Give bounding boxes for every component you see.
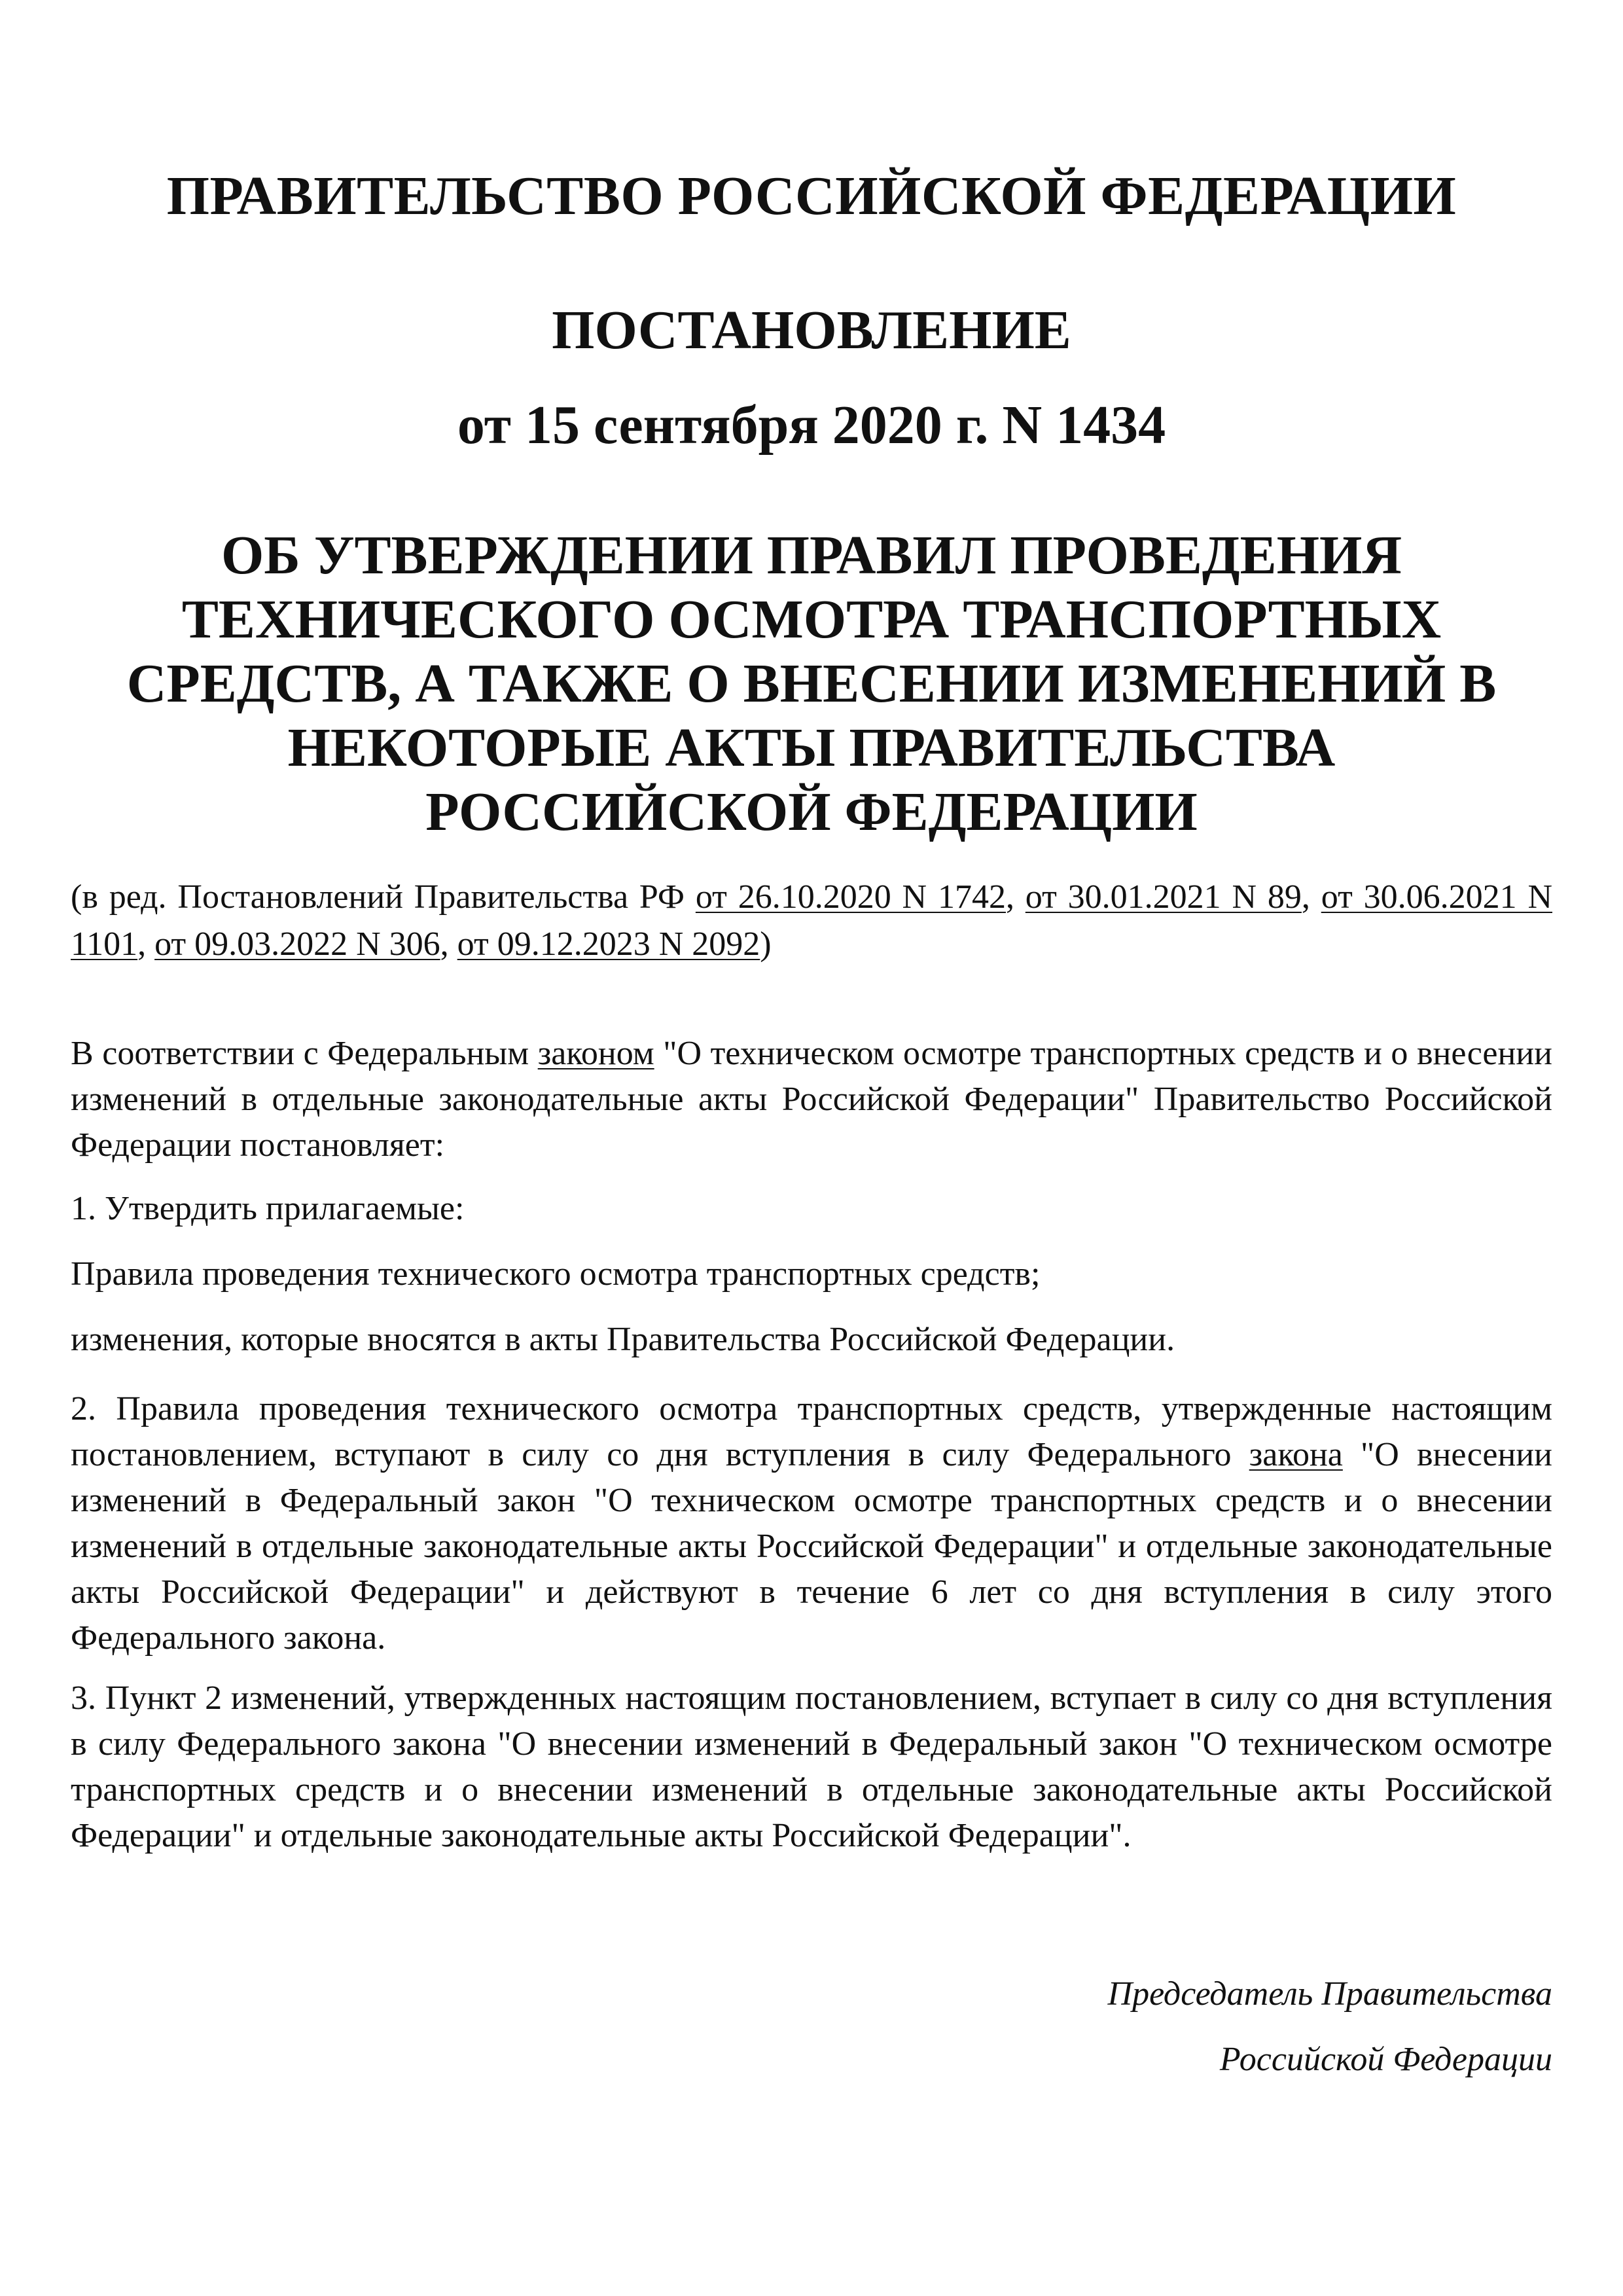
amendment-link-1742[interactable]: от 26.10.2020 N 1742 xyxy=(695,878,1006,916)
preamble-paragraph xyxy=(71,1031,1552,1168)
amendments-separator: , xyxy=(1005,878,1026,916)
title-line: СРЕДСТВ, А ТАКЖЕ О ВНЕСЕНИИ ИЗМЕНЕНИЙ В xyxy=(126,653,1497,714)
government-heading: ПРАВИТЕЛЬСТВО РОССИЙСКОЙ ФЕДЕРАЦИИ xyxy=(166,166,1457,226)
item-2-text-start: 2. Правила проведения технического осмотра транспортных средств, утвержденные настоящим постановлением, вступают в силу со дня вступления в силу Федерального xyxy=(71,1390,1552,1473)
item-1-amendments: изменения, которые вносятся в акты Правительства Российской Федерации. xyxy=(71,1321,1175,1358)
amendment-link-1101[interactable]: от 30.06.2021 N 1101 xyxy=(71,878,1553,963)
amendment-link-2092[interactable]: от 09.12.2023 N 2092 xyxy=(457,925,760,963)
amendment-link-306[interactable]: от 09.03.2022 N 306 xyxy=(154,925,440,963)
federal-law-link[interactable]: законом xyxy=(537,1035,654,1072)
signature-organization: Российской Федерации xyxy=(1219,2041,1552,2078)
amendments-note xyxy=(71,874,1552,968)
item-2 xyxy=(71,1386,1552,1661)
document-title xyxy=(71,524,1552,844)
federal-law-link-2[interactable]: закона xyxy=(1249,1436,1343,1473)
item-2-text-end: "О внесении изменений в Федеральный закон "О техническом осмотре транспортных средств и о внесении изменений в отдельные законодательные акты Российской Федерации" и отдельные законодательные акты Российской Федерации" и действуют в течение 6 лет со дня вступления в силу этого Федерального закона. xyxy=(71,1436,1552,1657)
preamble-text-end: "О техническом осмотре транспортных средств и о внесении изменений в отдельные законодательные акты Российской Федерации" Правительство Российской Федерации постановляет: xyxy=(71,1035,1552,1164)
title-line: НЕКОТОРЫЕ АКТЫ ПРАВИТЕЛЬСТВА xyxy=(287,717,1336,778)
signature-position: Председатель Правительства xyxy=(1107,1975,1552,2013)
amendment-link-89[interactable]: от 30.01.2021 N 89 xyxy=(1025,878,1302,916)
item-1: 1. Утвердить прилагаемые: xyxy=(71,1190,465,1227)
title-line: ОБ УТВЕРЖДЕНИИ ПРАВИЛ ПРОВЕДЕНИЯ xyxy=(221,525,1402,586)
document-type-heading: ПОСТАНОВЛЕНИЕ xyxy=(552,300,1071,361)
title-line: РОССИЙСКОЙ ФЕДЕРАЦИИ xyxy=(425,781,1198,842)
amendments-suffix: ) xyxy=(760,925,772,963)
amendments-prefix: (в ред. Постановлений Правительства РФ xyxy=(71,878,696,916)
item-3: 3. Пункт 2 изменений, утвержденных настоящим постановлением, вступает в силу со дня вступления в силу Федерального закона "О внесении изменений в Федеральный закон "О техническом осмотре транспортных средств и о внесении изменений в отдельные законодательные акты Российской Федерации" и отдельные законодательные акты Российской Федерации". xyxy=(71,1679,1552,1854)
document-page xyxy=(71,0,1552,2296)
preamble-text-start: В соответствии с Федеральным xyxy=(71,1035,538,1072)
item-1-rules: Правила проведения технического осмотра транспортных средств; xyxy=(71,1255,1041,1293)
title-line: ТЕХНИЧЕСКОГО ОСМОТРА ТРАНСПОРТНЫХ xyxy=(181,589,1442,650)
amendments-separator: , xyxy=(137,925,155,963)
amendments-separator: , xyxy=(440,925,457,963)
document-date-number: от 15 сентября 2020 г. N 1434 xyxy=(457,395,1166,456)
amendments-separator: , xyxy=(1301,878,1321,916)
